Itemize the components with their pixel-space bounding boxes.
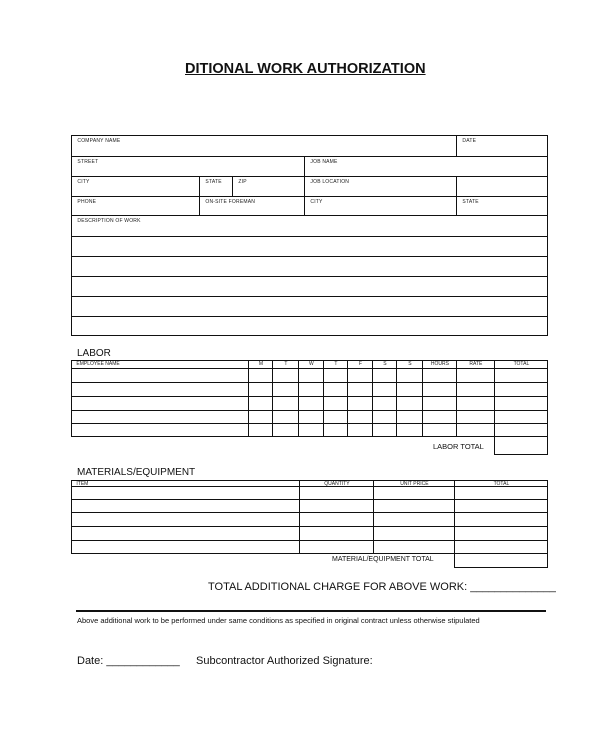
labor-cell[interactable] [71,423,249,437]
labor-column-header-label: T [284,361,288,368]
description-line-label: DESCRIPTION OF WORK [77,218,141,225]
labor-cell[interactable] [298,410,324,424]
labor-cell[interactable] [347,423,373,437]
job-state-field-label: STATE [462,199,479,206]
labor-cell[interactable] [396,423,423,437]
labor-cell[interactable] [248,382,273,397]
materials-cell[interactable] [71,486,300,500]
labor-cell[interactable] [422,382,457,397]
labor-cell[interactable] [272,368,299,383]
materials-cell[interactable] [299,512,374,527]
city-field[interactable] [71,176,200,197]
labor-cell[interactable] [396,382,423,397]
labor-heading: LABOR [77,348,111,359]
labor-cell[interactable] [456,396,495,411]
labor-cell[interactable] [396,410,423,424]
labor-cell[interactable] [71,368,249,383]
description-line[interactable] [71,276,548,297]
labor-cell[interactable] [298,382,324,397]
labor-cell[interactable] [494,423,548,437]
materials-cell[interactable] [71,512,300,527]
job-city-field-label: CITY [310,199,323,206]
labor-cell[interactable] [422,396,457,411]
state-field[interactable] [199,176,233,197]
labor-cell[interactable] [272,396,299,411]
materials-cell[interactable] [454,486,548,500]
materials-column-header-label: QUANTITY [324,481,350,488]
materials-cell[interactable] [299,486,374,500]
labor-cell[interactable] [272,423,299,437]
labor-cell[interactable] [372,396,397,411]
labor-cell[interactable] [248,423,273,437]
job-name-field-label: JOB NAME [310,159,338,166]
labor-cell[interactable] [272,382,299,397]
labor-cell[interactable] [272,410,299,424]
labor-cell[interactable] [456,382,495,397]
labor-column-header-label: T [334,361,338,368]
street-field-label: STREET [77,159,99,166]
materials-cell[interactable] [71,499,300,513]
foreman-field-label: ON-SITE FOREMAN [205,199,256,206]
date-field-label: DATE [462,138,477,145]
materials-cell[interactable] [299,540,374,554]
job-location-field-label: JOB LOCATION [310,179,350,186]
description-line[interactable] [71,236,548,257]
description-line[interactable] [71,215,548,237]
labor-cell[interactable] [396,396,423,411]
company-name-field-label: COMPANY NAME [77,138,121,145]
materials-cell[interactable] [373,526,455,541]
materials-cell[interactable] [454,512,548,527]
company-name-field[interactable] [71,135,457,157]
labor-cell[interactable] [323,423,348,437]
labor-cell[interactable] [347,382,373,397]
labor-cell[interactable] [71,396,249,411]
labor-cell[interactable] [422,368,457,383]
materials-cell[interactable] [71,526,300,541]
labor-column-header-label: S [408,361,412,368]
labor-cell[interactable] [494,382,548,397]
materials-total-label: MATERIAL/EQUIPMENT TOTAL [332,556,434,563]
labor-cell[interactable] [456,368,495,383]
labor-cell[interactable] [456,410,495,424]
materials-cell[interactable] [454,540,548,554]
labor-cell[interactable] [372,382,397,397]
phone-field[interactable] [71,196,200,216]
city-field-label: CITY [77,179,90,186]
labor-cell[interactable] [422,410,457,424]
job-city-field[interactable] [304,196,457,216]
total-charge-line: TOTAL ADDITIONAL CHARGE FOR ABOVE WORK: ______________ [208,581,556,593]
labor-cell[interactable] [494,368,548,383]
street-field[interactable] [71,156,305,177]
materials-cell[interactable] [373,486,455,500]
labor-cell[interactable] [372,423,397,437]
labor-cell[interactable] [248,396,273,411]
labor-cell[interactable] [248,368,273,383]
materials-column-header-label: UNIT PRICE [400,481,429,488]
labor-cell[interactable] [422,423,457,437]
labor-cell[interactable] [248,410,273,424]
materials-column-header-label: TOTAL [493,481,510,488]
job-name-field[interactable] [304,156,548,177]
materials-cell[interactable] [373,499,455,513]
foreman-field[interactable] [199,196,305,216]
form-title: DITIONAL WORK AUTHORIZATION [185,61,426,77]
job-location-extra-field[interactable] [456,176,548,197]
labor-total-label: LABOR TOTAL [433,442,484,451]
labor-cell[interactable] [71,382,249,397]
description-line[interactable] [71,316,548,336]
materials-heading: MATERIALS/EQUIPMENT [77,467,196,478]
terms-note: Above additional work to be performed under same conditions as specified in original contract unless otherwise stipulated [77,616,480,625]
labor-cell[interactable] [323,368,348,383]
date-field[interactable] [456,135,548,157]
labor-cell[interactable] [347,410,373,424]
labor-column-header-label: W [309,361,314,368]
materials-cell[interactable] [454,526,548,541]
materials-cell[interactable] [299,499,374,513]
date-line: Date: ____________ [77,655,180,667]
labor-cell[interactable] [323,410,348,424]
job-location-field[interactable] [304,176,457,197]
materials-cell[interactable] [454,499,548,513]
labor-cell[interactable] [396,368,423,383]
zip-field[interactable] [232,176,305,197]
labor-column-header-label: EMPLOYEE NAME [76,361,120,368]
divider [76,610,546,612]
labor-column-header-label: M [258,361,263,368]
materials-cell[interactable] [299,526,374,541]
labor-column-header-label: TOTAL [513,361,530,368]
labor-cell[interactable] [347,368,373,383]
signature-label: Subcontractor Authorized Signature: [196,655,373,667]
labor-cell[interactable] [298,396,324,411]
zip-field-label: ZIP [238,179,247,186]
materials-total-field[interactable] [454,553,548,568]
materials-cell[interactable] [71,540,300,554]
labor-cell[interactable] [298,368,324,383]
job-state-field[interactable] [456,196,548,216]
description-line[interactable] [71,296,548,317]
labor-cell[interactable] [323,382,348,397]
materials-cell[interactable] [373,512,455,527]
materials-cell[interactable] [373,540,455,554]
labor-cell[interactable] [494,410,548,424]
labor-column-header-label: RATE [469,361,483,368]
materials-column-header-label: ITEM [76,481,89,488]
labor-cell[interactable] [494,396,548,411]
state-field-label: STATE [205,179,222,186]
phone-field-label: PHONE [77,199,97,206]
labor-cell[interactable] [347,396,373,411]
labor-cell[interactable] [456,423,495,437]
labor-cell[interactable] [372,410,397,424]
labor-column-header-label: S [383,361,387,368]
labor-total-field[interactable] [494,436,548,455]
description-line[interactable] [71,256,548,277]
labor-cell[interactable] [372,368,397,383]
labor-cell[interactable] [298,423,324,437]
labor-cell[interactable] [323,396,348,411]
labor-cell[interactable] [71,410,249,424]
labor-column-header-label: HOURS [430,361,449,368]
labor-column-header-label: F [358,361,362,368]
